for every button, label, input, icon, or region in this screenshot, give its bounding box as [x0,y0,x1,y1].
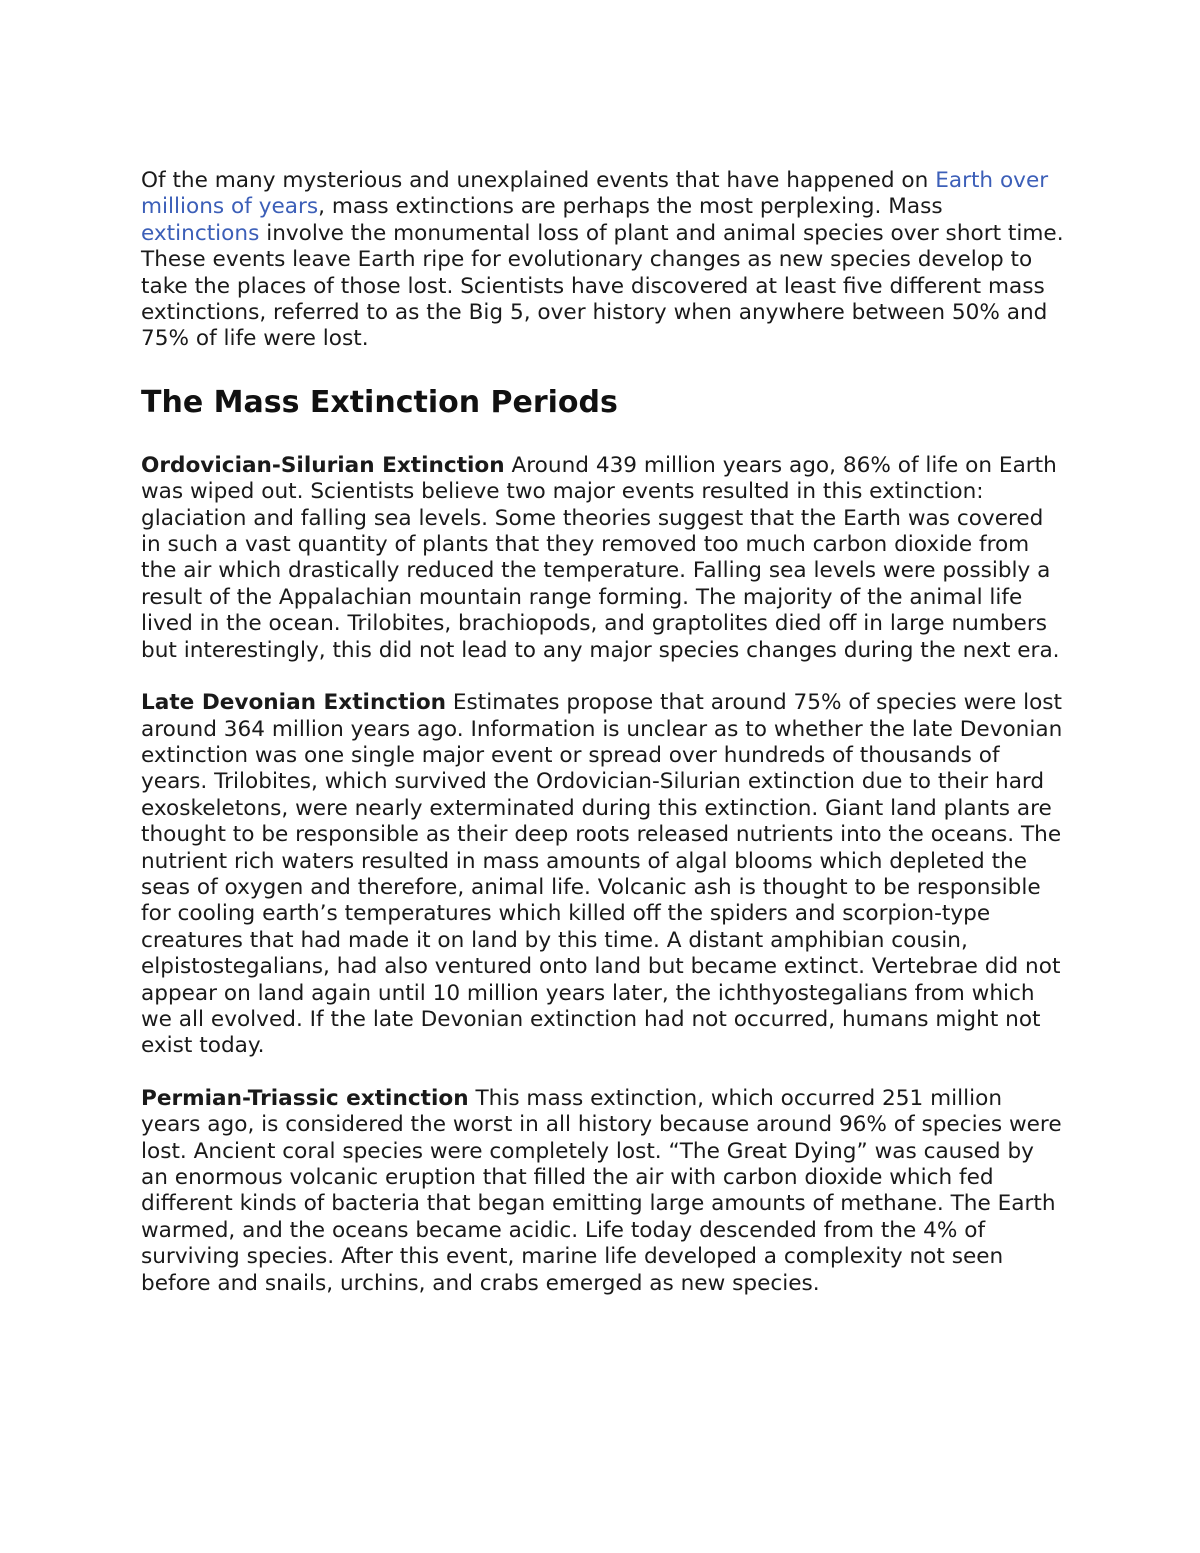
section-late-devonian [141,690,1066,1060]
earth-over-millions-link[interactable]: Earth over millions of years [141,168,1049,220]
section-text: Estimates propose that around 75% of species were lost around 364 million years ago. Information is unclear as to whether the late Devonian extinction was one single major event or spread over hundreds of thousands of years. Trilobites, which survived the Ordovician-Silurian extinction due to their hard exoskeletons, were nearly exterminated during this extinction. Giant land plants are thought to be responsible as their deep roots released nutrients into the oceans. The nutrient rich waters resulted in mass amounts of algal blooms which depleted the seas of oxygen and therefore, animal life. Volcanic ash is thought to be responsible for cooling earth’s temperatures which killed off the spiders and scorpion-type creatures that had made it on land by this time. A distant amphibian cousin, elpistostegalians, had also ventured onto land but became extinct. Vertebrae did not appear on land again until 10 million years later, the ichthyostegalians from which we all evolved. If the late Devonian extinction had not occurred, humans might not exist today. [141,690,1063,1059]
section-heading: The Mass Extinction Periods [141,384,618,420]
document-page [141,168,1066,1323]
section-ordovician-silurian [141,453,1066,664]
section-term: Late Devonian Extinction [141,690,447,716]
section-term: Ordovician-Silurian Extinction [141,452,505,478]
section-text: This mass extinction, which occurred 251 million years ago, is considered the worst in all history because around 96% of species were lost. Ancient coral species were completely lost. “The Great Dying” was caused by an enormous volcanic eruption that filled the air with carbon dioxide which fed different kinds of bacteria that began emitting large amounts of methane. The Earth warmed, and the oceans became acidic. Life today descended from the 4% of surviving species. After this event, marine life developed a complexity not seen before and snails, urchins, and crabs emerged as new species. [141,1085,1062,1296]
section-term: Permian-Triassic extinction [141,1085,469,1111]
section-text: Around 439 million years ago, 86% of life on Earth was wiped out. Scientists believe two major events resulted in this extinction: glaciation and falling sea levels. Some theories suggest that the Earth was covered in such a vast quantity of plants that they removed too much carbon dioxide from the air which drastically reduced the temperature. Falling sea levels were possibly a result of the Appalachian mountain range forming. The majority of the animal life lived in the ocean. Trilobites, brachiopods, and graptolites died off in large numbers but interestingly, this did not lead to any major species changes during the next era. [141,452,1060,663]
extinctions-link[interactable]: extinctions [141,220,260,246]
intro-text-2: , mass extinctions are perhaps the most perplexing. Mass [318,194,943,220]
section-permian-triassic [141,1086,1066,1297]
intro-text-1: Of the many mysterious and unexplained events that have happened on [141,168,936,193]
intro-text-3: involve the monumental loss of plant and animal species over short time. These events leave Earth ripe for evolutionary changes as new species develop to take the places of those lost. Scientists have discovered at least five different mass extinctions, referred to as the Big 5, over history when anywhere between 50% and 75% of life were lost. [141,220,1064,352]
intro-paragraph [141,168,1066,353]
